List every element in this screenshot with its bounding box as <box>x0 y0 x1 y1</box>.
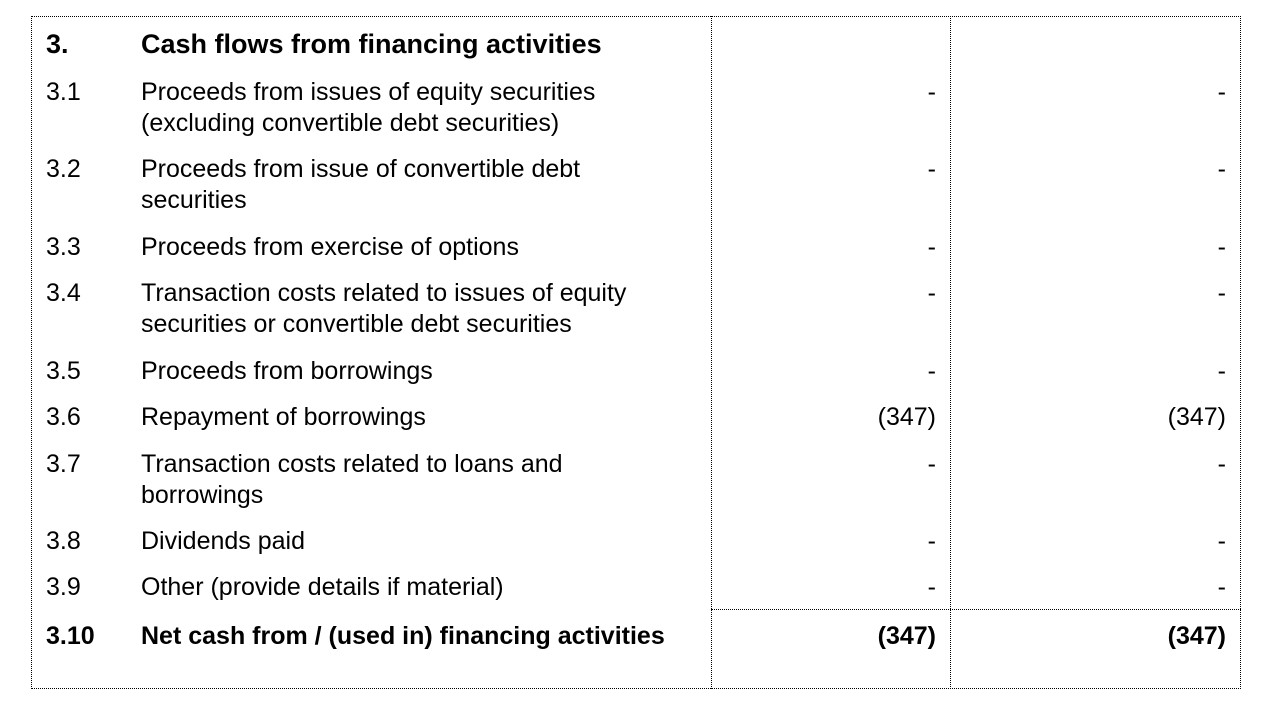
financing-activities-table <box>31 16 1241 689</box>
current-quarter-value: - <box>927 279 936 307</box>
section-title: Cash flows from financing activities <box>141 29 602 59</box>
current-quarter-value: - <box>927 233 936 261</box>
row-number: 3.2 <box>46 155 81 183</box>
row-number: 3.3 <box>46 233 81 261</box>
year-to-date-value: - <box>1217 155 1226 183</box>
year-to-date-value: - <box>1217 450 1226 478</box>
row-number: 3.5 <box>46 357 81 385</box>
row-number: 3.6 <box>46 403 81 431</box>
row-label: Proceeds from issues of equity securities (excluding convertible debt securities) <box>141 78 596 137</box>
current-quarter-value: - <box>927 78 936 106</box>
row-label: Proceeds from issue of convertible debt securities <box>141 155 581 214</box>
current-quarter-value: - <box>927 155 936 183</box>
column-divider-ytd <box>950 16 951 689</box>
total-row-label: Net cash from / (used in) financing activities <box>141 622 665 650</box>
row-label: Transaction costs related to loans and borrowings <box>141 450 563 509</box>
year-to-date-value: - <box>1217 78 1226 106</box>
row-number: 3.7 <box>46 450 81 478</box>
total-row-number: 3.10 <box>46 622 95 650</box>
total-year-to-date-value: (347) <box>1167 622 1226 650</box>
year-to-date-value: - <box>1217 573 1226 601</box>
current-quarter-value: - <box>927 573 936 601</box>
year-to-date-value: - <box>1217 279 1226 307</box>
current-quarter-value: (347) <box>877 403 936 431</box>
year-to-date-value: - <box>1217 233 1226 261</box>
section-number: 3. <box>46 29 69 59</box>
total-current-quarter-value: (347) <box>877 622 936 650</box>
row-label: Proceeds from borrowings <box>141 357 433 385</box>
year-to-date-value: - <box>1217 527 1226 555</box>
row-label: Other (provide details if material) <box>141 573 504 601</box>
row-number: 3.8 <box>46 527 81 555</box>
row-label: Dividends paid <box>141 527 305 555</box>
current-quarter-value: - <box>927 527 936 555</box>
current-quarter-value: - <box>927 357 936 385</box>
row-number: 3.9 <box>46 573 81 601</box>
row-number: 3.4 <box>46 279 81 307</box>
row-label: Repayment of borrowings <box>141 403 426 431</box>
column-divider-current <box>711 16 712 689</box>
row-label: Transaction costs related to issues of equity securities or convertible debt securities <box>141 279 627 338</box>
current-quarter-value: - <box>927 450 936 478</box>
row-number: 3.1 <box>46 78 81 106</box>
year-to-date-value: - <box>1217 357 1226 385</box>
row-label: Proceeds from exercise of options <box>141 233 519 261</box>
total-row-divider <box>711 609 1241 610</box>
year-to-date-value: (347) <box>1167 403 1226 431</box>
